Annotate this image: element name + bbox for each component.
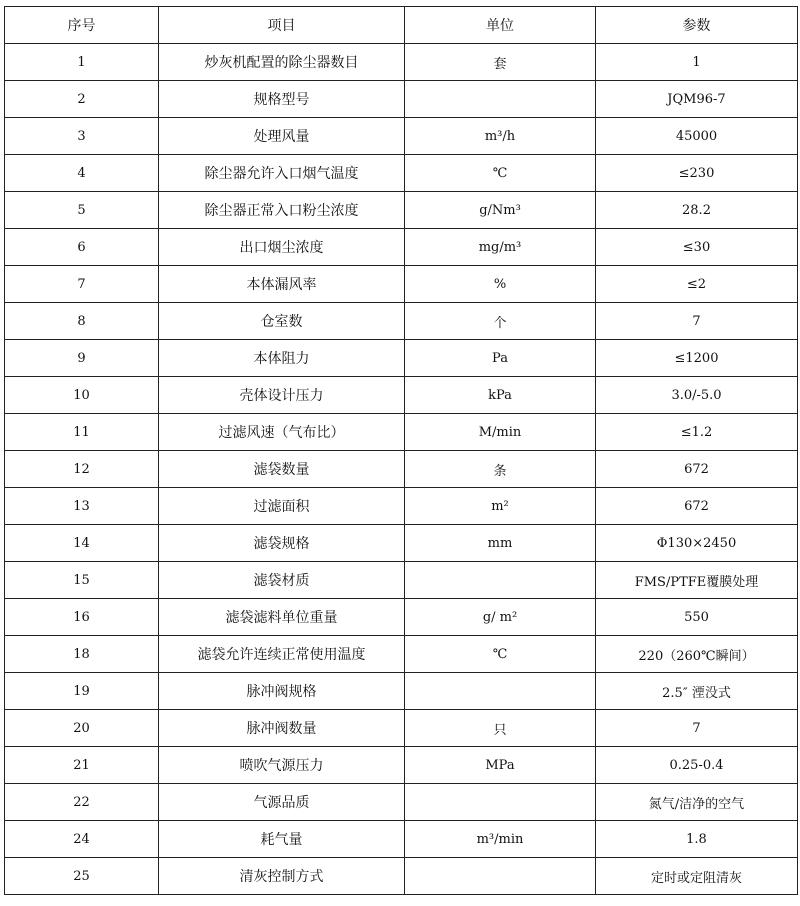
row-unit-cell: % xyxy=(405,266,596,303)
row-number-cell: 9 xyxy=(5,340,159,377)
table-row xyxy=(5,599,798,636)
row-value-cell: 定时或定阻清灰 xyxy=(596,858,798,895)
row-item-cell: 除尘器正常入口粉尘浓度 xyxy=(159,192,405,229)
row-unit-cell xyxy=(405,673,596,710)
row-item-cell: 本体阻力 xyxy=(159,340,405,377)
spec-table xyxy=(4,6,798,895)
row-value-cell: 672 xyxy=(596,451,798,488)
row-number-cell: 7 xyxy=(5,266,159,303)
row-item-cell: 脉冲阀规格 xyxy=(159,673,405,710)
row-number-cell: 14 xyxy=(5,525,159,562)
table-row xyxy=(5,451,798,488)
row-value-cell: 7 xyxy=(596,710,798,747)
row-number-cell: 15 xyxy=(5,562,159,599)
row-value-cell: ≤1.2 xyxy=(596,414,798,451)
row-value-cell: 672 xyxy=(596,488,798,525)
row-item-cell: 滤袋材质 xyxy=(159,562,405,599)
row-number-cell: 19 xyxy=(5,673,159,710)
row-unit-cell: 套 xyxy=(405,44,596,81)
row-item-cell: 过滤风速（气布比） xyxy=(159,414,405,451)
row-item-cell: 滤袋数量 xyxy=(159,451,405,488)
row-item-cell: 滤袋允许连续正常使用温度 xyxy=(159,636,405,673)
table-row xyxy=(5,673,798,710)
table-row xyxy=(5,340,798,377)
row-number-cell: 10 xyxy=(5,377,159,414)
row-item-cell: 仓室数 xyxy=(159,303,405,340)
header-no: 序号 xyxy=(5,7,159,44)
row-unit-cell: m³/h xyxy=(405,118,596,155)
row-value-cell: 0.25-0.4 xyxy=(596,747,798,784)
row-number-cell: 2 xyxy=(5,81,159,118)
table-row xyxy=(5,562,798,599)
row-item-cell: 耗气量 xyxy=(159,821,405,858)
row-unit-cell: 只 xyxy=(405,710,596,747)
row-unit-cell: 条 xyxy=(405,451,596,488)
row-item-cell: 除尘器允许入口烟气温度 xyxy=(159,155,405,192)
row-value-cell: 7 xyxy=(596,303,798,340)
table-row xyxy=(5,303,798,340)
row-unit-cell xyxy=(405,81,596,118)
row-value-cell: 2.5″ 湮没式 xyxy=(596,673,798,710)
table-row xyxy=(5,44,798,81)
row-value-cell: 550 xyxy=(596,599,798,636)
row-value-cell: 氮气/洁净的空气 xyxy=(596,784,798,821)
row-number-cell: 11 xyxy=(5,414,159,451)
table-row xyxy=(5,821,798,858)
row-number-cell: 8 xyxy=(5,303,159,340)
row-item-cell: 喷吹气源压力 xyxy=(159,747,405,784)
row-value-cell: FMS/PTFE覆膜处理 xyxy=(596,562,798,599)
row-unit-cell xyxy=(405,784,596,821)
table-header-row xyxy=(5,7,798,44)
row-value-cell: 3.0/-5.0 xyxy=(596,377,798,414)
row-item-cell: 滤袋滤料单位重量 xyxy=(159,599,405,636)
row-number-cell: 1 xyxy=(5,44,159,81)
row-value-cell: Φ130×2450 xyxy=(596,525,798,562)
row-number-cell: 4 xyxy=(5,155,159,192)
row-unit-cell: MPa xyxy=(405,747,596,784)
table-row xyxy=(5,81,798,118)
row-number-cell: 6 xyxy=(5,229,159,266)
row-number-cell: 22 xyxy=(5,784,159,821)
row-item-cell: 炒灰机配置的除尘器数目 xyxy=(159,44,405,81)
row-unit-cell xyxy=(405,858,596,895)
row-item-cell: 滤袋规格 xyxy=(159,525,405,562)
table-row xyxy=(5,784,798,821)
row-value-cell: 28.2 xyxy=(596,192,798,229)
row-item-cell: 脉冲阀数量 xyxy=(159,710,405,747)
spec-table-container xyxy=(4,6,798,895)
row-unit-cell: ℃ xyxy=(405,155,596,192)
row-item-cell: 规格型号 xyxy=(159,81,405,118)
row-value-cell: 1.8 xyxy=(596,821,798,858)
row-item-cell: 气源品质 xyxy=(159,784,405,821)
row-item-cell: 壳体设计压力 xyxy=(159,377,405,414)
row-number-cell: 13 xyxy=(5,488,159,525)
row-value-cell: 1 xyxy=(596,44,798,81)
row-unit-cell: mm xyxy=(405,525,596,562)
row-unit-cell: g/Nm³ xyxy=(405,192,596,229)
row-unit-cell: m² xyxy=(405,488,596,525)
row-unit-cell: M/min xyxy=(405,414,596,451)
row-value-cell: ≤2 xyxy=(596,266,798,303)
row-unit-cell: 个 xyxy=(405,303,596,340)
table-row xyxy=(5,710,798,747)
table-row xyxy=(5,414,798,451)
table-row xyxy=(5,377,798,414)
row-unit-cell: mg/m³ xyxy=(405,229,596,266)
row-number-cell: 25 xyxy=(5,858,159,895)
row-unit-cell: kPa xyxy=(405,377,596,414)
table-row xyxy=(5,747,798,784)
row-item-cell: 清灰控制方式 xyxy=(159,858,405,895)
table-row xyxy=(5,488,798,525)
row-number-cell: 12 xyxy=(5,451,159,488)
table-row xyxy=(5,155,798,192)
row-number-cell: 18 xyxy=(5,636,159,673)
row-unit-cell xyxy=(405,562,596,599)
header-item: 项目 xyxy=(159,7,405,44)
row-unit-cell: ℃ xyxy=(405,636,596,673)
row-number-cell: 20 xyxy=(5,710,159,747)
table-row xyxy=(5,858,798,895)
row-item-cell: 出口烟尘浓度 xyxy=(159,229,405,266)
row-unit-cell: Pa xyxy=(405,340,596,377)
table-body xyxy=(5,44,798,895)
row-item-cell: 过滤面积 xyxy=(159,488,405,525)
row-value-cell: ≤30 xyxy=(596,229,798,266)
row-number-cell: 3 xyxy=(5,118,159,155)
row-value-cell: 45000 xyxy=(596,118,798,155)
row-value-cell: ≤1200 xyxy=(596,340,798,377)
row-item-cell: 处理风量 xyxy=(159,118,405,155)
row-number-cell: 21 xyxy=(5,747,159,784)
row-value-cell: ≤230 xyxy=(596,155,798,192)
header-unit: 单位 xyxy=(405,7,596,44)
table-row xyxy=(5,525,798,562)
row-number-cell: 24 xyxy=(5,821,159,858)
row-value-cell: JQM96-7 xyxy=(596,81,798,118)
table-row xyxy=(5,118,798,155)
row-number-cell: 16 xyxy=(5,599,159,636)
table-row xyxy=(5,266,798,303)
table-row xyxy=(5,636,798,673)
row-value-cell: 220（260℃瞬间） xyxy=(596,636,798,673)
table-row xyxy=(5,192,798,229)
table-row xyxy=(5,229,798,266)
row-number-cell: 5 xyxy=(5,192,159,229)
row-item-cell: 本体漏风率 xyxy=(159,266,405,303)
row-unit-cell: g/ m² xyxy=(405,599,596,636)
header-value: 参数 xyxy=(596,7,798,44)
row-unit-cell: m³/min xyxy=(405,821,596,858)
